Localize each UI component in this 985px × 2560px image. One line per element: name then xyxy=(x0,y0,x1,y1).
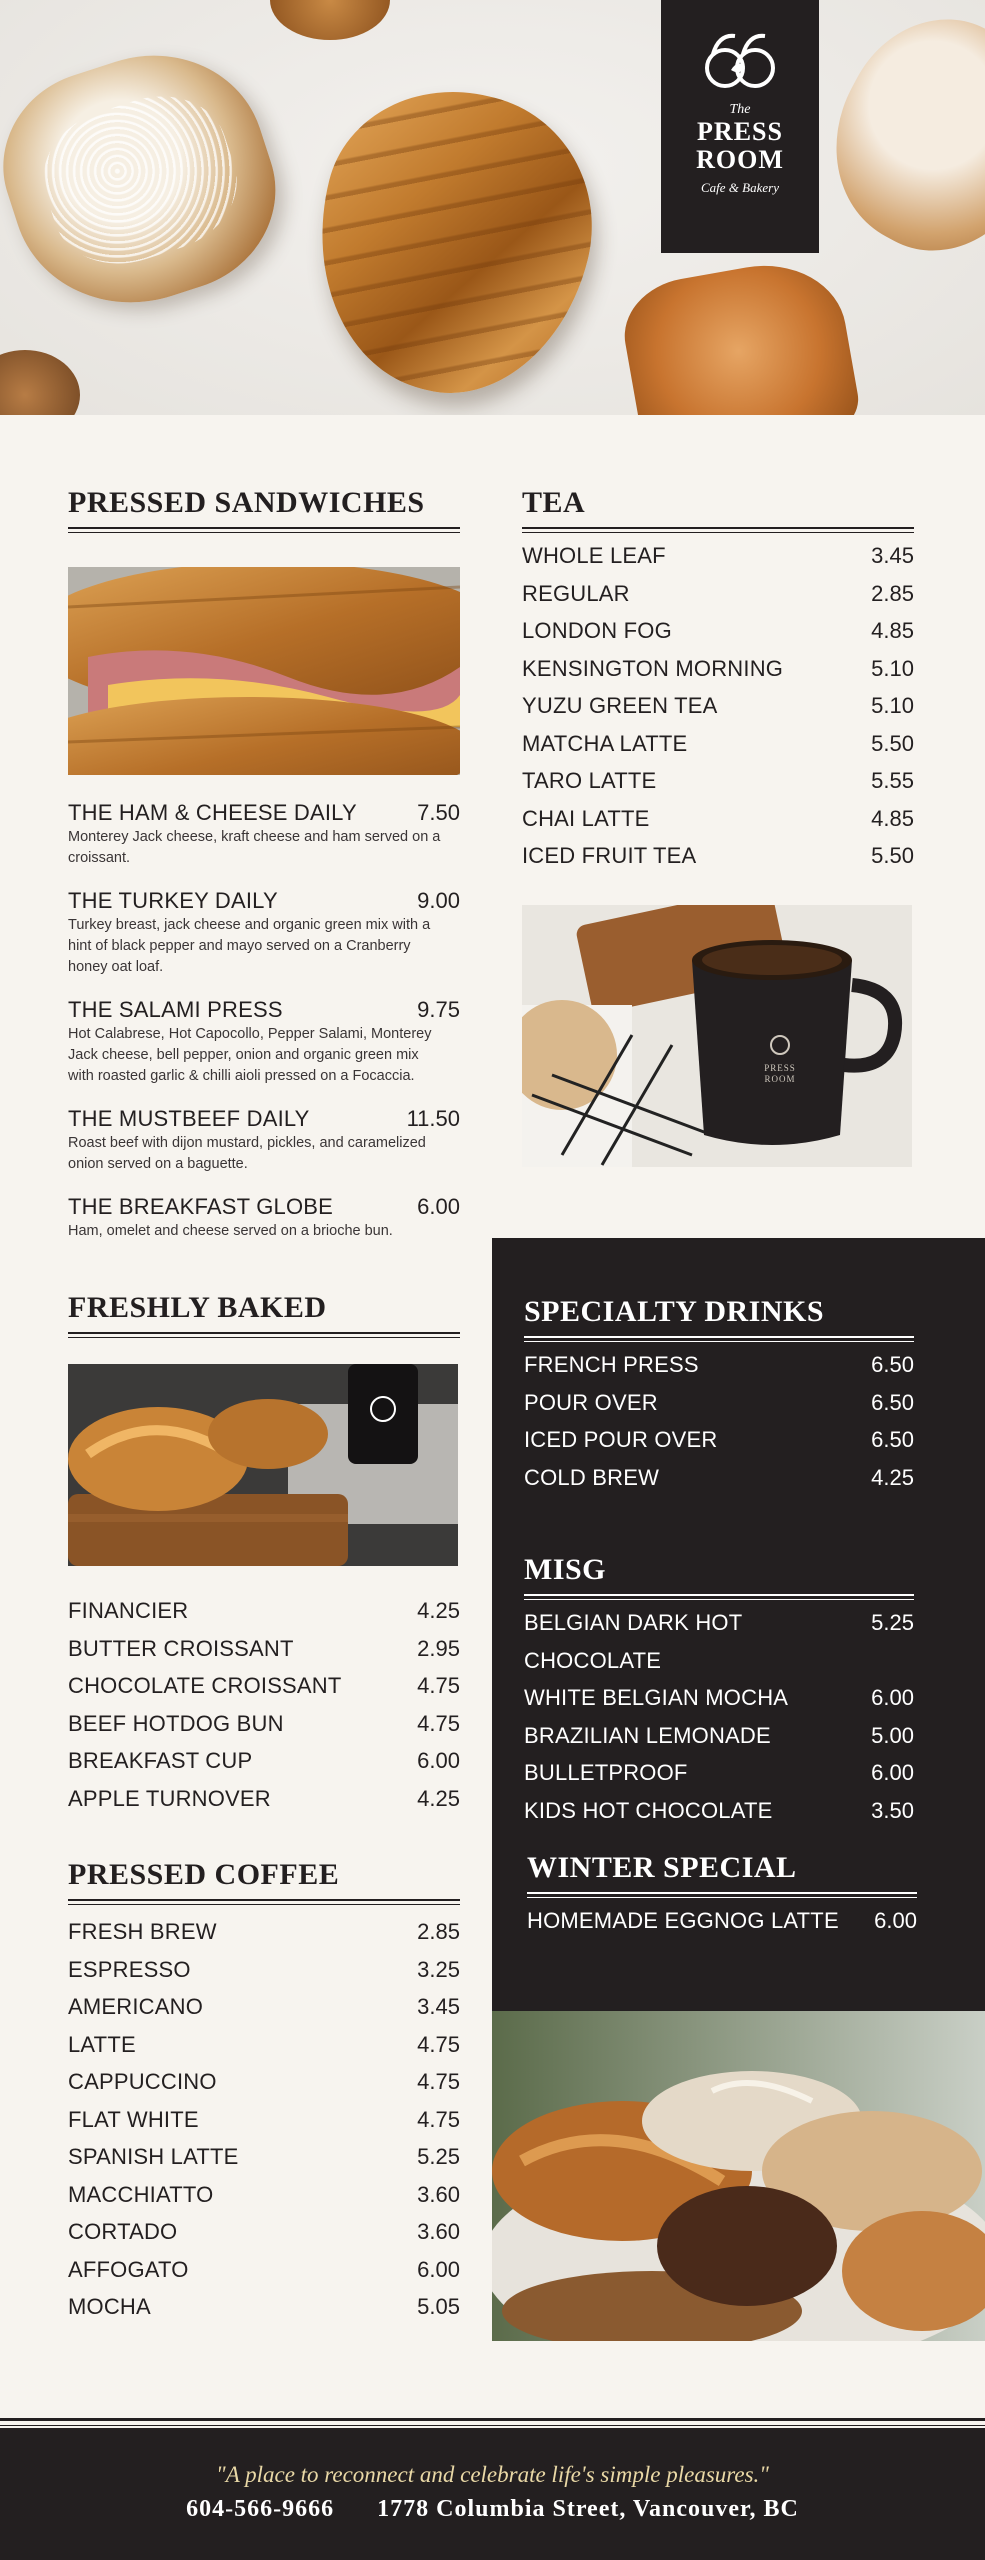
pain-au-chocolat-image xyxy=(0,26,301,335)
item-name: CORTADO xyxy=(68,2219,178,2244)
item-price: 4.75 xyxy=(417,1673,460,1698)
mug-logo-line2: ROOM xyxy=(764,1073,796,1084)
dark-panel xyxy=(492,1238,985,2011)
item-name: BEEF HOTDOG BUN xyxy=(68,1710,284,1736)
brand-name-line2: ROOM xyxy=(696,145,784,174)
menu-item xyxy=(68,2251,460,2289)
coffee-section xyxy=(68,1857,460,2326)
scone-image xyxy=(616,252,864,415)
address: 1778 Columbia Street, Vancouver, BC xyxy=(377,2496,799,2522)
menu-item xyxy=(68,1630,460,1668)
item-price: 4.85 xyxy=(871,805,914,831)
divider xyxy=(524,1594,914,1600)
baked-section xyxy=(68,1290,460,1817)
coffee-list xyxy=(68,1913,460,2326)
pastry-image xyxy=(270,0,390,40)
item-description: Hot Calabrese, Hot Capocollo, Pepper Salami, Monterey Jack cheese, bell pepper, onion and organic green mix with roasted garlic & chilli aioli pressed on a Focaccia. xyxy=(68,1026,432,1084)
menu-item xyxy=(522,575,914,613)
menu-item xyxy=(68,2176,460,2214)
item-name: THE HAM & CHEESE DAILY xyxy=(68,800,357,825)
item-price: 2.95 xyxy=(417,1635,460,1661)
section-title: TEA xyxy=(522,486,586,519)
misc-list xyxy=(524,1604,914,1829)
menu-item xyxy=(68,1705,460,1743)
item-price: 6.00 xyxy=(417,2256,460,2282)
item-price: 7.50 xyxy=(417,800,460,825)
menu-item xyxy=(524,1754,914,1792)
hero-pastry-photo xyxy=(0,0,985,415)
item-price: 6.00 xyxy=(871,1685,914,1710)
section-title: WINTER SPECIAL xyxy=(527,1851,797,1884)
item-price: 5.25 xyxy=(871,1610,914,1635)
coffee-mug-photo xyxy=(522,905,912,1167)
menu-item xyxy=(68,1951,460,1989)
item-price: 4.75 xyxy=(417,1710,460,1736)
brand-name-line1: PRESS xyxy=(697,117,783,146)
menu-item xyxy=(522,612,914,650)
item-price: 3.60 xyxy=(417,2181,460,2207)
item-name: SPANISH LATTE xyxy=(68,2144,239,2169)
item-name: WHITE BELGIAN MOCHA xyxy=(524,1685,789,1710)
item-price: 4.75 xyxy=(417,2069,460,2094)
item-price: 4.25 xyxy=(417,1598,460,1623)
item-name: BELGIAN DARK HOT CHOCOLATE xyxy=(524,1610,742,1673)
item-name: ICED POUR OVER xyxy=(524,1427,718,1452)
menu-item xyxy=(68,799,460,869)
press-room-logo-icon xyxy=(701,30,779,92)
item-price: 3.50 xyxy=(871,1797,914,1823)
item-name: THE MUSTBEEF DAILY xyxy=(68,1106,310,1131)
menu-item xyxy=(524,1679,914,1717)
menu-item xyxy=(68,2213,460,2251)
menu-item xyxy=(68,2026,460,2064)
baked-list xyxy=(68,1592,460,1817)
item-price: 5.10 xyxy=(871,693,914,718)
section-title: FRESHLY BAKED xyxy=(68,1291,327,1324)
item-price: 2.85 xyxy=(417,1919,460,1944)
item-price: 3.45 xyxy=(871,543,914,568)
item-price: 3.60 xyxy=(417,2219,460,2244)
item-price: 6.00 xyxy=(874,1908,917,1933)
item-description: Monterey Jack cheese, kraft cheese and ham served on a croissant. xyxy=(68,829,441,866)
tea-section xyxy=(522,485,914,1167)
item-name: MOCHA xyxy=(68,2294,151,2319)
sandwiches-section xyxy=(68,485,460,1242)
item-price: 5.55 xyxy=(871,768,914,793)
menu-item xyxy=(68,996,460,1087)
croissant-board-photo xyxy=(68,1364,458,1566)
item-name: HOMEMADE EGGNOG LATTE xyxy=(527,1908,839,1933)
pastry-platter-image xyxy=(492,2011,985,2341)
menu-item xyxy=(68,1780,460,1818)
item-name: THE TURKEY DAILY xyxy=(68,888,278,913)
item-name: ESPRESSO xyxy=(68,1956,191,1982)
item-name: FRESH BREW xyxy=(68,1919,217,1944)
item-price: 5.50 xyxy=(871,843,914,868)
item-name: WHOLE LEAF xyxy=(522,543,666,568)
brand-the: The xyxy=(729,102,751,117)
item-name: REGULAR xyxy=(522,580,630,606)
menu-item xyxy=(68,2288,460,2326)
item-price: 6.50 xyxy=(871,1427,914,1452)
divider xyxy=(68,1899,460,1905)
specialty-section xyxy=(524,1294,914,1496)
item-name: POUR OVER xyxy=(524,1389,658,1415)
item-price: 4.25 xyxy=(871,1464,914,1490)
menu-item xyxy=(524,1346,914,1384)
menu-item xyxy=(68,2138,460,2176)
menu-item xyxy=(522,687,914,725)
footer-contact xyxy=(0,2496,985,2523)
divider xyxy=(68,527,460,533)
misc-section xyxy=(524,1552,914,1829)
item-name: THE BREAKFAST GLOBE xyxy=(68,1194,334,1219)
divider xyxy=(522,527,914,533)
item-price: 2.85 xyxy=(871,580,914,606)
item-price: 6.50 xyxy=(871,1352,914,1377)
item-name: AMERICANO xyxy=(68,1994,204,2019)
item-price: 3.45 xyxy=(417,1994,460,2019)
divider xyxy=(68,1332,460,1338)
menu-item xyxy=(527,1902,917,1940)
croissant-image xyxy=(286,64,621,415)
item-price: 5.10 xyxy=(871,655,914,681)
divider xyxy=(527,1892,917,1898)
item-price: 6.00 xyxy=(417,1194,460,1219)
divider xyxy=(524,1336,914,1342)
mug-logo-text xyxy=(750,1063,810,1085)
item-price: 4.75 xyxy=(417,2106,460,2132)
menu-item xyxy=(68,1988,460,2026)
item-price: 4.85 xyxy=(871,618,914,643)
item-name: TARO LATTE xyxy=(522,768,657,793)
item-name: MACCHIATTO xyxy=(68,2181,214,2207)
item-name: FINANCIER xyxy=(68,1598,189,1623)
item-name: ICED FRUIT TEA xyxy=(522,843,697,868)
menu-item xyxy=(522,837,914,875)
item-name: BRAZILIAN LEMONADE xyxy=(524,1722,771,1748)
menu-item xyxy=(68,2063,460,2101)
brand-tagline: Cafe & Bakery xyxy=(701,180,779,195)
specialty-list xyxy=(524,1346,914,1496)
menu-item xyxy=(68,887,460,978)
item-price: 9.00 xyxy=(417,888,460,913)
menu-item xyxy=(524,1717,914,1755)
item-price: 11.50 xyxy=(406,1106,460,1131)
footer-quote: "A place to reconnect and celebrate life's simple pleasures." xyxy=(216,2462,769,2487)
menu-item xyxy=(68,1592,460,1630)
tea-list xyxy=(522,537,914,875)
item-name: FRENCH PRESS xyxy=(524,1352,699,1377)
footer xyxy=(0,2428,985,2560)
item-name: COLD BREW xyxy=(524,1464,660,1490)
item-name: KENSINGTON MORNING xyxy=(522,655,784,681)
menu-item xyxy=(522,650,914,688)
menu-item xyxy=(524,1384,914,1422)
section-title: PRESSED SANDWICHES xyxy=(68,486,425,519)
item-name: BUTTER CROISSANT xyxy=(68,1635,294,1661)
item-name: KIDS HOT CHOCOLATE xyxy=(524,1797,773,1823)
item-name: CHOCOLATE CROISSANT xyxy=(68,1673,342,1698)
item-name: BREAKFAST CUP xyxy=(68,1748,253,1773)
menu-item xyxy=(524,1459,914,1497)
item-price: 5.00 xyxy=(871,1722,914,1748)
item-name: THE SALAMI PRESS xyxy=(68,997,283,1022)
menu-item xyxy=(524,1604,914,1679)
menu-item xyxy=(522,537,914,575)
menu-item xyxy=(68,1667,460,1705)
turnover-image xyxy=(798,0,985,283)
menu-item xyxy=(522,762,914,800)
winter-section xyxy=(527,1850,917,1940)
item-name: BULLETPROOF xyxy=(524,1760,688,1785)
menu-item xyxy=(68,1105,460,1175)
item-name: CHAI LATTE xyxy=(522,805,650,831)
item-price: 6.50 xyxy=(871,1389,914,1415)
item-price: 3.25 xyxy=(417,1956,460,1982)
item-price: 5.50 xyxy=(871,730,914,756)
item-price: 4.25 xyxy=(417,1785,460,1811)
menu-item xyxy=(522,725,914,763)
section-title: PRESSED COFFEE xyxy=(68,1858,340,1891)
menu-item xyxy=(68,1742,460,1780)
menu-item xyxy=(522,800,914,838)
item-name: LONDON FOG xyxy=(522,618,672,643)
menu-item xyxy=(524,1792,914,1830)
item-price: 5.05 xyxy=(417,2294,460,2319)
item-name: APPLE TURNOVER xyxy=(68,1785,271,1811)
item-price: 9.75 xyxy=(417,997,460,1022)
section-title: MISG xyxy=(524,1553,607,1586)
item-name: YUZU GREEN TEA xyxy=(522,693,718,718)
item-name: LATTE xyxy=(68,2031,136,2057)
coffee-mug-image xyxy=(522,905,912,1167)
phone-number[interactable]: 604-566-9666 xyxy=(186,2496,335,2522)
item-price: 6.00 xyxy=(871,1760,914,1785)
section-title: SPECIALTY DRINKS xyxy=(524,1295,825,1328)
item-name: CAPPUCCINO xyxy=(68,2069,217,2094)
item-name: MATCHA LATTE xyxy=(522,730,688,756)
croissant-board-image xyxy=(68,1364,458,1566)
menu-item xyxy=(68,1913,460,1951)
sandwich-image xyxy=(68,567,460,775)
item-price: 6.00 xyxy=(417,1748,460,1773)
menu-item xyxy=(68,2101,460,2139)
mug-logo-line1: PRESS xyxy=(764,1062,796,1073)
item-description: Roast beef with dijon mustard, pickles, and caramelized onion served on a baguette. xyxy=(68,1135,426,1172)
footer-divider xyxy=(0,2418,985,2426)
item-price: 4.75 xyxy=(417,2031,460,2057)
pastry-platter-photo xyxy=(492,2011,985,2341)
menu-item xyxy=(524,1421,914,1459)
left-column xyxy=(68,485,460,2326)
menu-item xyxy=(68,1193,460,1242)
winter-list xyxy=(527,1902,917,1940)
brand-logo xyxy=(661,0,819,253)
item-name: FLAT WHITE xyxy=(68,2106,199,2132)
item-price: 5.25 xyxy=(417,2144,460,2169)
item-name: AFFOGATO xyxy=(68,2256,189,2282)
item-description: Ham, omelet and cheese served on a brioche bun. xyxy=(68,1223,393,1239)
item-description: Turkey breast, jack cheese and organic green mix with a hint of black pepper and mayo served on a Cranberry honey oat loaf. xyxy=(68,917,431,975)
pastry-image xyxy=(0,350,80,415)
sandwich-photo xyxy=(68,567,460,775)
